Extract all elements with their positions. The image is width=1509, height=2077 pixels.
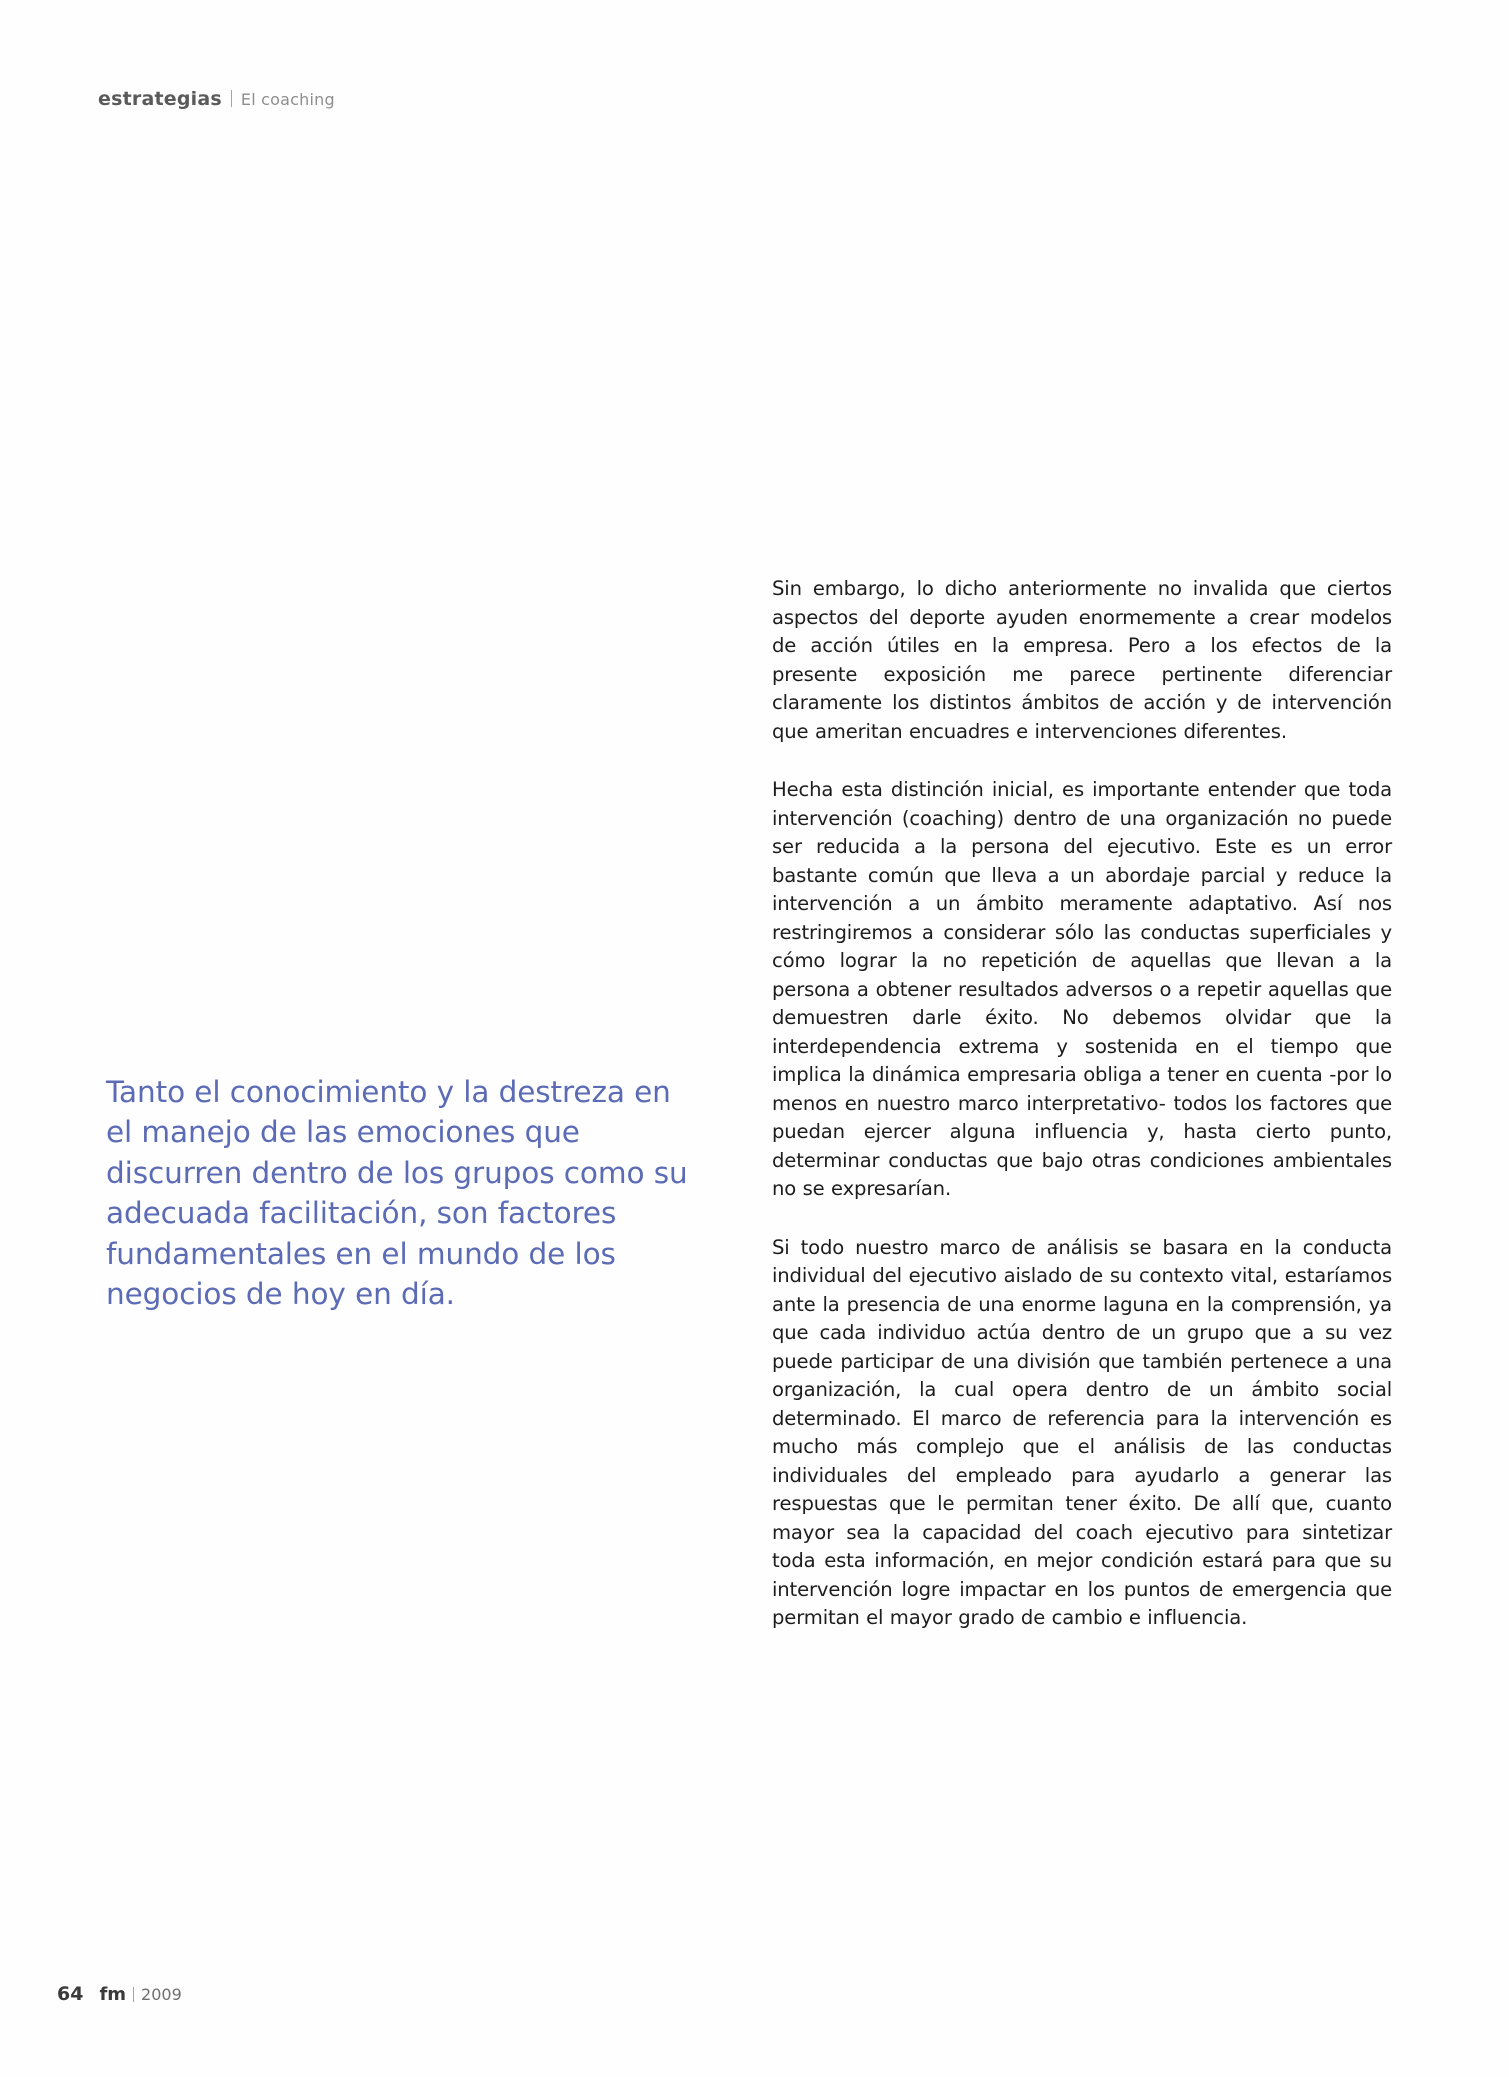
footer-magazine-name: fm xyxy=(99,1984,127,2005)
footer-divider xyxy=(133,1987,134,2002)
header-section-title: estrategias xyxy=(98,88,222,110)
body-column xyxy=(772,575,1392,1633)
header-subsection-title: El coaching xyxy=(240,90,335,109)
pull-quote: Tanto el conocimiento y la destreza en el manejo de las emociones que discurren dentro de los grupos como su adecuada facilitación, son factores fundamentales en el mundo de los negocios de hoy en día. xyxy=(106,1075,688,1312)
footer-year: 2009 xyxy=(141,1985,182,2004)
page-footer xyxy=(57,1983,182,2005)
body-paragraph-3: Si todo nuestro marco de análisis se basara en la conducta individual del ejecutivo aislado de su contexto vital, estaríamos ante la presencia de una enorme laguna en la comprensión, ya que cada individuo actúa dentro de un grupo que a su vez puede participar de una división que también pertenece a una organización, la cual opera dentro de un ámbito social determinado. El marco de referencia para la intervención es mucho más complejo que el análisis de las conductas individuales del empleado para ayudarlo a generar las respuestas que le permitan tener éxito. De allí que, cuanto mayor sea la capacidad del coach ejecutivo para sintetizar toda esta información, en mejor condición estará para que su intervención logre impactar en los puntos de emergencia que permitan el mayor grado de cambio e influencia. xyxy=(772,1235,1392,1629)
footer-page-number: 64 xyxy=(57,1983,84,2005)
running-header xyxy=(98,88,335,110)
body-paragraph-2: Hecha esta distinción inicial, es importante entender que toda intervención (coaching) dentro de una organización no puede ser reducida a la persona del ejecutivo. Este es un error bastante común que lleva a un abordaje parcial y reduce la intervención a un ámbito meramente adaptativo. Así nos restringiremos a considerar sólo las conductas superficiales y cómo lograr la no repetición de aquellas que llevan a la persona a obtener resultados adversos o a repetir aquellas que demuestren darle éxito. No debemos olvidar que la interdependencia extrema y sostenida en el tiempo que implica la dinámica empresaria obliga a tener en cuenta -por lo menos en nuestro marco interpretativo- todos los factores que puedan ejercer alguna influencia y, hasta cierto punto, determinar conductas que bajo otras condiciones ambientales no se expresarían. xyxy=(772,778,1392,1200)
body-paragraph-1: Sin embargo, lo dicho anteriormente no invalida que ciertos aspectos del deporte ayuden enormemente a crear modelos de acción útiles en la empresa. Pero a los efectos de la presente exposición me parece pertinente diferenciar claramente los distintos ámbitos de acción y de intervención que ameritan encuadres e intervenciones diferentes. xyxy=(772,577,1392,743)
header-divider xyxy=(231,90,232,107)
